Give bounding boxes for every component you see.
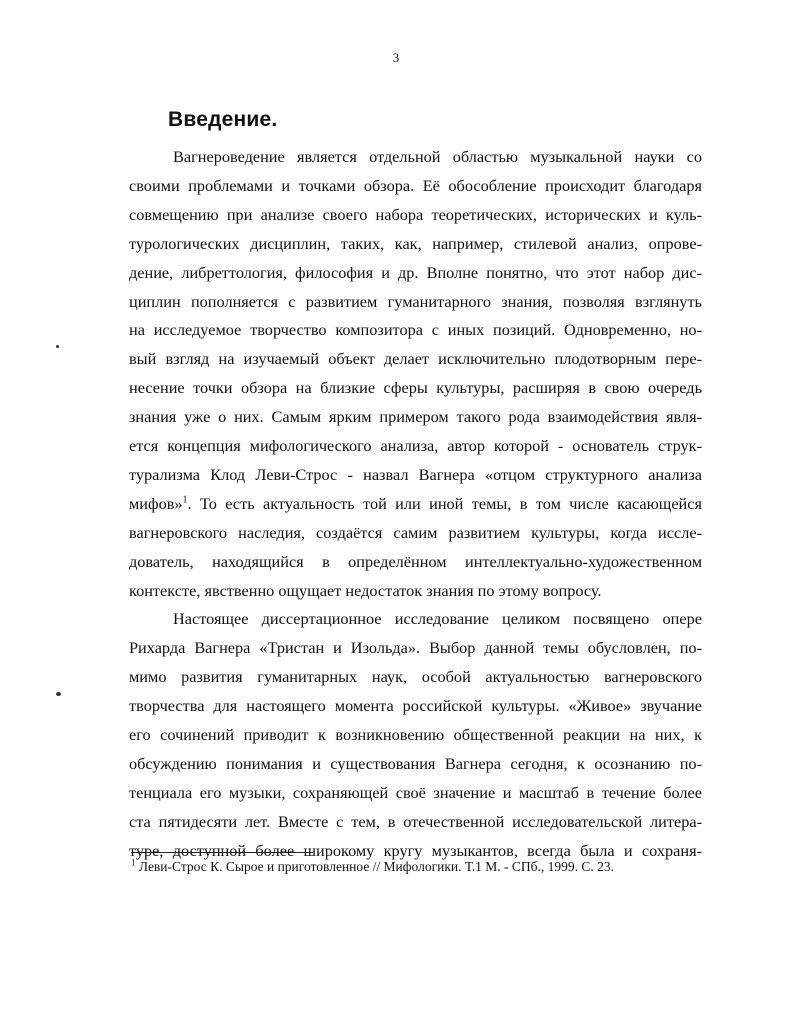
text-line: ется концепция мифологического анализа, автор которой - основатель струк- [129,436,702,455]
text-line: вагнеровского наследия, создаётся самим развитием культуры, когда иссле- [129,523,702,542]
text-line: ста пятидесяти лет. Вместе с тем, в отечественной исследовательской литера- [129,812,702,831]
text-line: своими проблемами и точками обзора. Её обособление происходит благодаря [129,176,702,195]
text-line: турализма Клод Леви-Строс - назвал Вагнера «отцом структурного анализа [129,465,702,484]
text-line [129,493,702,515]
footnote-reference: 1 [182,494,188,506]
text-line: тенциала его музыки, сохраняющей своё значение и масштаб в течение более [129,783,702,802]
page-number: 3 [392,50,400,65]
scan-speck [56,692,61,696]
text-line: мимо развития гуманитарных наук, особой актуальностью вагнеровского [129,667,702,686]
text-line: обсуждению понимания и существования Вагнера сегодня, к осознанию по- [129,754,702,773]
text-line: циплин пополняется с развитием гуманитарного знания, позволяя взглянуть [129,292,702,311]
text-line: на исследуемое творчество композитора с иных позиций. Одновременно, но- [129,320,702,339]
text-line: вый взгляд на изучаемый объект делает исключительно плодотворным пере- [129,349,702,368]
text-line: турологических дисциплин, таких, как, например, стилевой анализ, опрове- [129,234,702,253]
footnote-marker: 1 [131,857,136,868]
text-line: туре, доступной более широкому кругу музыкантов, всегда была и сохраня- [129,841,702,860]
text-line: его сочинений приводит к возникновению общественной реакции на них, к [129,725,702,744]
text-line: дователь, находящийся в определённом интеллектуально-художественном [129,552,702,571]
scan-speck [56,345,59,348]
footnote-text: Леви-Строс К. Сырое и приготовленное // Мифологики. Т.1 М. - СПб., 1999. С. 23. [138,859,615,874]
text-line: несение точки обзора на близкие сферы культуры, расширяя в свою очередь [129,378,702,397]
text-line: Рихарда Вагнера «Тристан и Изольда». Выбор данной темы обусловлен, по- [129,638,702,657]
text-fragment: мифов» [129,494,183,513]
text-line: дение, либреттология, философия и др. Вполне понятно, что этот набор дис- [129,263,702,282]
text-line: контексте, явственно ощущает недостаток знания по этому вопросу. [129,581,602,600]
footnote [131,859,614,875]
text-line: Настоящее диссертационное исследование целиком посвящено опере [173,609,702,628]
text-line: знания уже о них. Самым ярким примером такого рода взаимодействия явля- [129,407,702,426]
text-line: совмещению при анализе своего набора теоретических, исторических и куль- [129,205,702,224]
text-line: творчества для настоящего момента российской культуры. «Живое» звучание [129,696,702,715]
text-line: Вагнероведение является отдельной областью музыкальной науки со [173,147,702,166]
footnote-rule [131,852,313,853]
text-fragment: . То есть актуальность той или иной темы, в том числе касающейся [187,494,702,513]
section-heading: Введение. [168,108,278,131]
